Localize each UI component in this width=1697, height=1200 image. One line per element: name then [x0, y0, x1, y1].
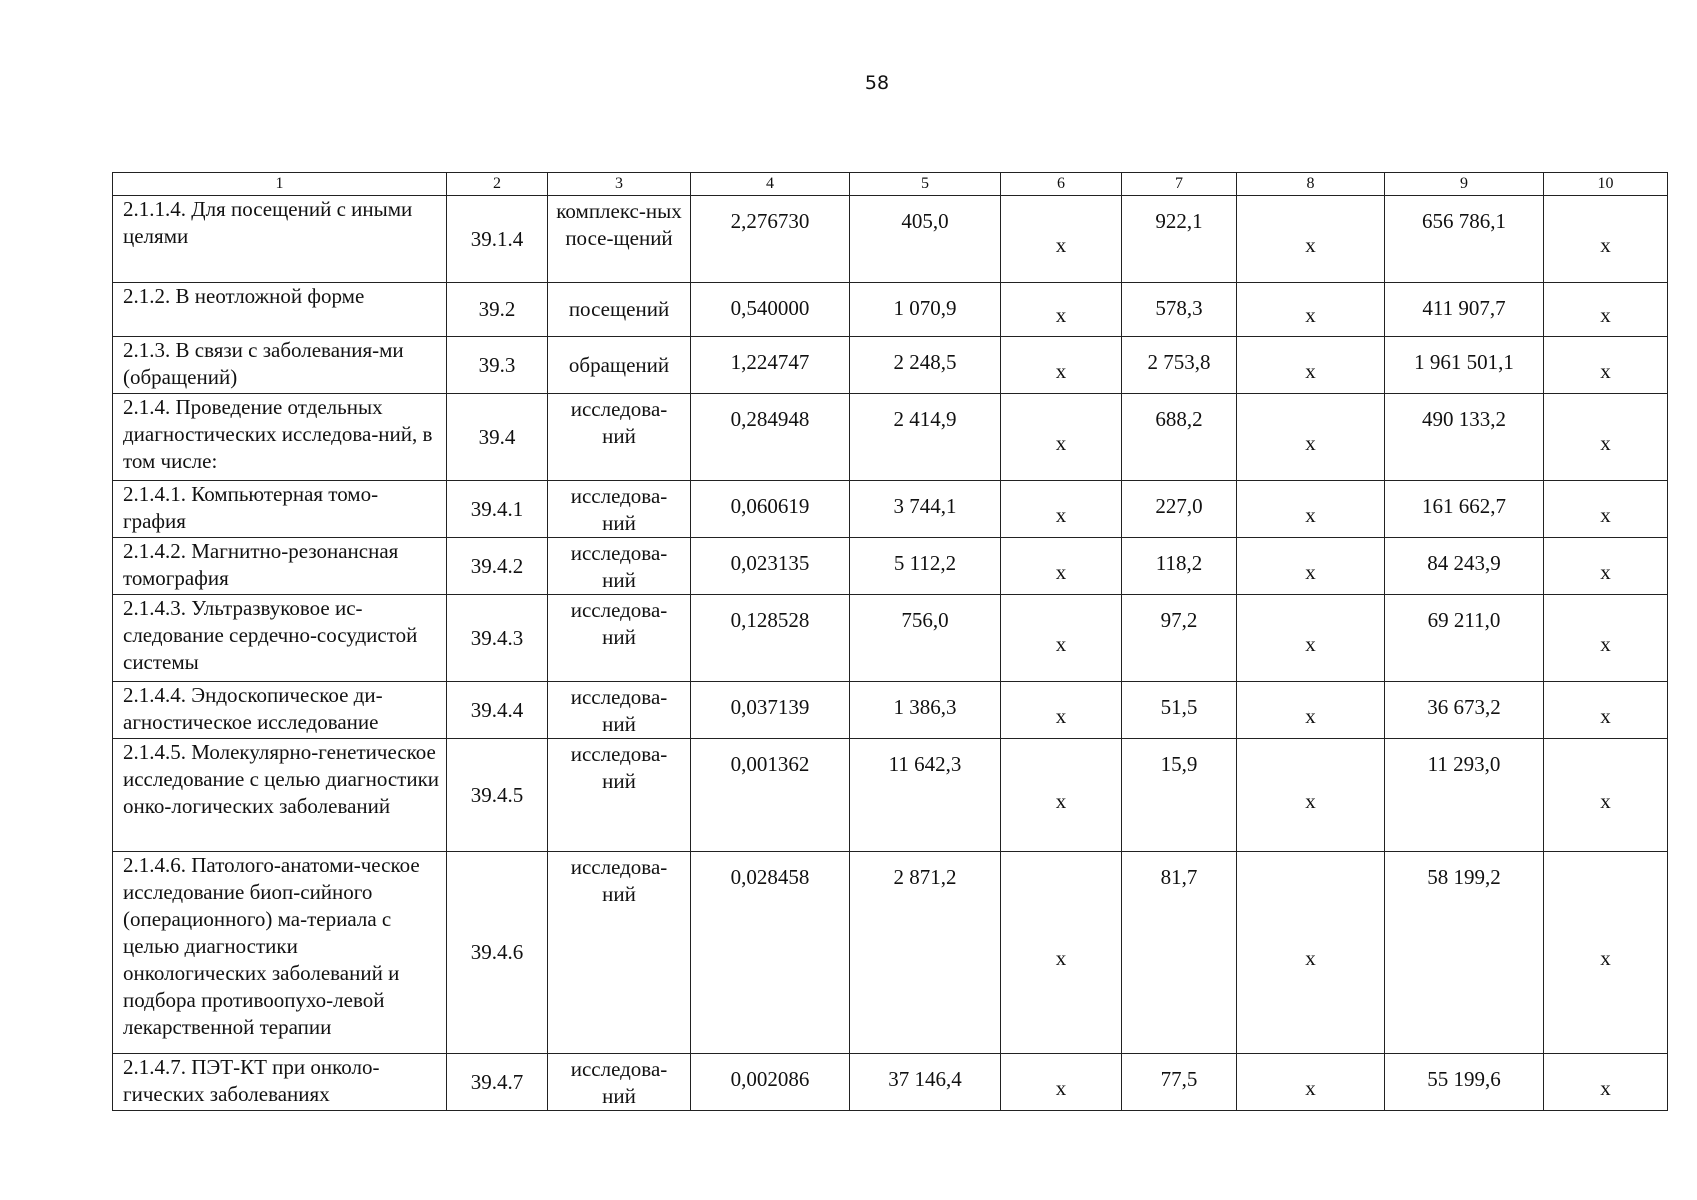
row-value-col5: 1 070,9 [850, 283, 1001, 337]
row-code: 39.4.7 [447, 1054, 548, 1111]
row-name: 2.1.4. Проведение отдельных диагностических исследова-ний, в том числе: [113, 394, 447, 481]
row-code: 39.4.1 [447, 481, 548, 538]
row-value-col10: х [1544, 196, 1668, 283]
row-value-col8: х [1237, 196, 1385, 283]
row-value-col8: х [1237, 682, 1385, 739]
row-value-col7: 922,1 [1122, 196, 1237, 283]
row-value-col4: 1,224747 [691, 337, 850, 394]
table-row [113, 337, 1668, 394]
row-code: 39.3 [447, 337, 548, 394]
row-value-col6: х [1001, 852, 1122, 1054]
row-value-col4: 0,037139 [691, 682, 850, 739]
row-code: 39.1.4 [447, 196, 548, 283]
row-value-col7: 81,7 [1122, 852, 1237, 1054]
row-value-col7: 118,2 [1122, 538, 1237, 595]
row-value-col6: х [1001, 682, 1122, 739]
data-table [112, 172, 1668, 1111]
row-value-col8: х [1237, 394, 1385, 481]
row-unit: комплекс-ных посе-щений [548, 196, 691, 283]
row-value-col4: 0,128528 [691, 595, 850, 682]
row-value-col5: 3 744,1 [850, 481, 1001, 538]
column-number: 3 [548, 173, 691, 196]
row-code: 39.4.4 [447, 682, 548, 739]
row-name: 2.1.3. В связи с заболевания-ми (обращений) [113, 337, 447, 394]
row-value-col7: 97,2 [1122, 595, 1237, 682]
table-row [113, 481, 1668, 538]
row-value-col5: 37 146,4 [850, 1054, 1001, 1111]
row-value-col10: х [1544, 595, 1668, 682]
row-name: 2.1.1.4. Для посещений с иными целями [113, 196, 447, 283]
row-value-col6: х [1001, 739, 1122, 852]
row-value-col8: х [1237, 852, 1385, 1054]
row-value-col7: 77,5 [1122, 1054, 1237, 1111]
row-value-col8: х [1237, 595, 1385, 682]
row-value-col4: 0,023135 [691, 538, 850, 595]
row-value-col10: х [1544, 739, 1668, 852]
row-value-col9: 69 211,0 [1385, 595, 1544, 682]
row-name: 2.1.4.2. Магнитно-резонансная томография [113, 538, 447, 595]
row-value-col9: 656 786,1 [1385, 196, 1544, 283]
row-value-col6: х [1001, 595, 1122, 682]
row-value-col7: 2 753,8 [1122, 337, 1237, 394]
row-unit: исследова-ний [548, 739, 691, 852]
row-name: 2.1.4.1. Компьютерная томо-графия [113, 481, 447, 538]
row-value-col7: 51,5 [1122, 682, 1237, 739]
row-value-col6: х [1001, 337, 1122, 394]
row-value-col9: 58 199,2 [1385, 852, 1544, 1054]
row-unit: исследова-ний [548, 1054, 691, 1111]
row-value-col9: 411 907,7 [1385, 283, 1544, 337]
row-value-col6: х [1001, 538, 1122, 595]
row-value-col5: 2 414,9 [850, 394, 1001, 481]
row-value-col8: х [1237, 1054, 1385, 1111]
row-value-col4: 0,540000 [691, 283, 850, 337]
row-value-col8: х [1237, 283, 1385, 337]
row-value-col10: х [1544, 1054, 1668, 1111]
row-unit: обращений [548, 337, 691, 394]
row-code: 39.2 [447, 283, 548, 337]
row-value-col4: 0,284948 [691, 394, 850, 481]
table-row [113, 196, 1668, 283]
column-number: 7 [1122, 173, 1237, 196]
column-number: 9 [1385, 173, 1544, 196]
row-value-col4: 0,002086 [691, 1054, 850, 1111]
page-number: 58 [864, 72, 890, 94]
row-value-col10: х [1544, 394, 1668, 481]
row-value-col8: х [1237, 337, 1385, 394]
table-row [113, 852, 1668, 1054]
row-unit: исследова-ний [548, 481, 691, 538]
row-value-col7: 578,3 [1122, 283, 1237, 337]
table-row [113, 682, 1668, 739]
column-number: 6 [1001, 173, 1122, 196]
row-unit: исследова-ний [548, 852, 691, 1054]
row-code: 39.4.5 [447, 739, 548, 852]
row-unit: исследова-ний [548, 538, 691, 595]
row-value-col10: х [1544, 852, 1668, 1054]
row-value-col10: х [1544, 481, 1668, 538]
row-value-col4: 0,001362 [691, 739, 850, 852]
row-value-col9: 36 673,2 [1385, 682, 1544, 739]
row-value-col6: х [1001, 283, 1122, 337]
row-value-col9: 1 961 501,1 [1385, 337, 1544, 394]
column-number: 5 [850, 173, 1001, 196]
row-value-col6: х [1001, 481, 1122, 538]
row-name: 2.1.4.6. Патолого-анатоми-ческое исследование биоп-сийного (операционного) ма-териала с целью диагностики онкологических заболеваний и подбора противоопухо-левой лекарственной терапии [113, 852, 447, 1054]
row-value-col7: 688,2 [1122, 394, 1237, 481]
row-value-col6: х [1001, 394, 1122, 481]
row-value-col5: 756,0 [850, 595, 1001, 682]
column-number-row [113, 173, 1668, 196]
table-row [113, 394, 1668, 481]
row-unit: исследова-ний [548, 394, 691, 481]
row-value-col10: х [1544, 283, 1668, 337]
row-value-col8: х [1237, 538, 1385, 595]
row-value-col10: х [1544, 538, 1668, 595]
row-value-col4: 2,276730 [691, 196, 850, 283]
row-value-col4: 0,060619 [691, 481, 850, 538]
column-number: 1 [113, 173, 447, 196]
row-value-col7: 15,9 [1122, 739, 1237, 852]
row-value-col8: х [1237, 481, 1385, 538]
row-value-col5: 2 871,2 [850, 852, 1001, 1054]
table-row [113, 595, 1668, 682]
row-value-col9: 84 243,9 [1385, 538, 1544, 595]
row-value-col5: 11 642,3 [850, 739, 1001, 852]
row-name: 2.1.4.3. Ультразвуковое ис-следование сердечно-сосудистой системы [113, 595, 447, 682]
column-number: 2 [447, 173, 548, 196]
row-value-col10: х [1544, 682, 1668, 739]
row-value-col6: х [1001, 196, 1122, 283]
row-value-col6: х [1001, 1054, 1122, 1111]
table-row [113, 538, 1668, 595]
column-number: 10 [1544, 173, 1668, 196]
row-name: 2.1.4.4. Эндоскопическое ди-агностическое исследование [113, 682, 447, 739]
row-value-col5: 405,0 [850, 196, 1001, 283]
row-value-col9: 55 199,6 [1385, 1054, 1544, 1111]
row-code: 39.4.3 [447, 595, 548, 682]
row-value-col9: 11 293,0 [1385, 739, 1544, 852]
table-row [113, 1054, 1668, 1111]
row-name: 2.1.4.7. ПЭТ-КТ при онколо-гических заболеваниях [113, 1054, 447, 1111]
row-name: 2.1.2. В неотложной форме [113, 283, 447, 337]
row-value-col8: х [1237, 739, 1385, 852]
column-number: 8 [1237, 173, 1385, 196]
row-value-col9: 161 662,7 [1385, 481, 1544, 538]
table-row [113, 739, 1668, 852]
row-value-col5: 1 386,3 [850, 682, 1001, 739]
row-value-col9: 490 133,2 [1385, 394, 1544, 481]
row-value-col7: 227,0 [1122, 481, 1237, 538]
row-value-col5: 5 112,2 [850, 538, 1001, 595]
column-number: 4 [691, 173, 850, 196]
row-value-col10: х [1544, 337, 1668, 394]
row-code: 39.4 [447, 394, 548, 481]
row-code: 39.4.2 [447, 538, 548, 595]
row-unit: исследова-ний [548, 595, 691, 682]
row-value-col4: 0,028458 [691, 852, 850, 1054]
row-value-col5: 2 248,5 [850, 337, 1001, 394]
row-name: 2.1.4.5. Молекулярно-генетическое исследование с целью диагностики онко-логических заболеваний [113, 739, 447, 852]
row-unit: исследова-ний [548, 682, 691, 739]
row-unit: посещений [548, 283, 691, 337]
row-code: 39.4.6 [447, 852, 548, 1054]
table-row [113, 283, 1668, 337]
